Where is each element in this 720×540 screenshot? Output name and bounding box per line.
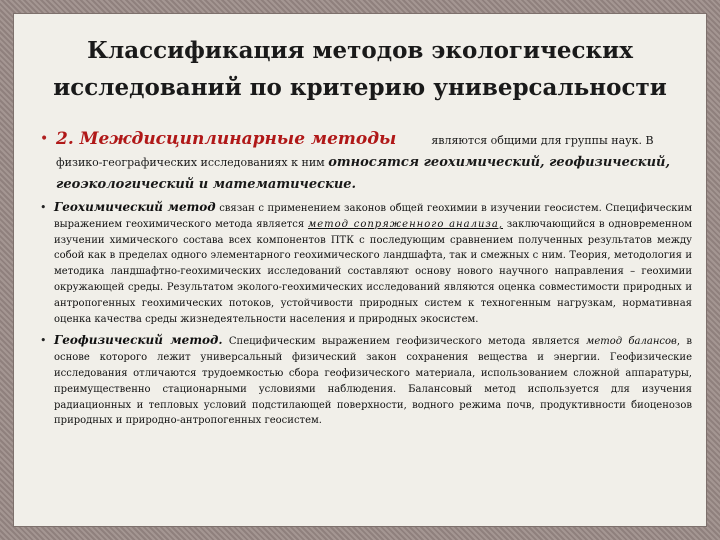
geochem-term: Геохимический метод bbox=[54, 200, 216, 214]
geophys-text-1: Специфическим выражением геофизического метода является bbox=[222, 336, 587, 348]
geochem-text-2: заключающийся в одновременном изучении химического состава всех компонентов ПТК с последующим сравнением полученных результатов между собой как в пределах одного элементарного геохимического ландшафта, так и смежных с ним. Теория, методология и методика ландшафтно-геохимических исследований составляют основу нового научного направления – геохимии окружающей среды. Результатом эколого-геохимических исследований являются оценка совместимости природных и антропогенных геохимических потоков, устойчивости природных систем к техногенным нагрузкам, нормативная оценка качества среды жизнедеятельности населения и природных экосистем. bbox=[54, 218, 692, 325]
intro-text: являются общими для группы наук. В физико-географических исследованиях к ним bbox=[56, 134, 654, 169]
slide-content bbox=[40, 128, 692, 429]
geophys-italic-term: метод балансов bbox=[586, 336, 677, 348]
bullet-marker: • bbox=[40, 201, 47, 214]
title-line-1: Классификация методов экологических bbox=[87, 37, 633, 64]
geochem-underlined-term: метод сопряженного анализа, bbox=[307, 218, 503, 230]
title-line-2: исследований по критерию универсальности bbox=[53, 74, 667, 101]
geophys-text-2: , в основе которого лежит универсальный физический закон сохранения вещества и энергии. Геофизические исследования отличаются трудоемкостью сбора геофизического материала, использованием сложной аппаратуры, преимущественно стационарными условиями наблюдения. Балансовый метод используется для изучения радиационных и тепловых условий подстилающей поверхности, водного режима почв, продуктивности биоценозов природных и природно-антропогенных геосистем. bbox=[54, 336, 692, 427]
slide bbox=[14, 14, 706, 526]
geophys-term: Геофизический метод. bbox=[54, 333, 223, 348]
geophys-bullet-item bbox=[40, 333, 692, 429]
bullet-marker: • bbox=[40, 334, 47, 348]
intro-heading: 2. Междисциплинарные методы bbox=[56, 129, 397, 149]
bullet-marker: • bbox=[40, 131, 49, 147]
intro-bullet-item bbox=[40, 128, 692, 196]
geochem-text-1: связан с применением законов общей геохимии в изучении геосистем. Специфическим выражением геохимического метода является bbox=[54, 203, 693, 230]
intro-emphasis: относятся геохимический, геофизический, геоэкологический и математические. bbox=[56, 155, 670, 192]
geochem-bullet-item bbox=[40, 200, 692, 327]
slide-title bbox=[14, 32, 706, 106]
